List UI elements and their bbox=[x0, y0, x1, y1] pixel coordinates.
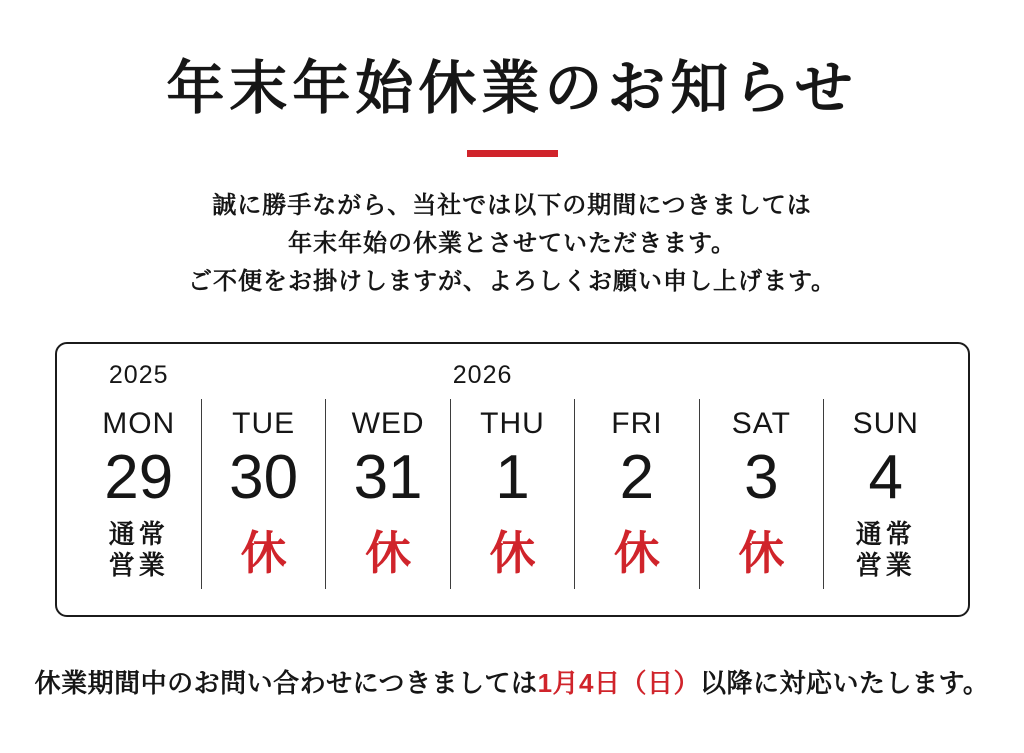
date-number: 30 bbox=[229, 442, 299, 512]
weekday-label: MON bbox=[102, 406, 176, 440]
weekday-label: FRI bbox=[611, 406, 663, 440]
day-column-sun-4 bbox=[823, 399, 947, 589]
status-wrap bbox=[451, 515, 574, 585]
day-column-fri-2 bbox=[574, 399, 698, 589]
status-wrap bbox=[824, 515, 947, 585]
weekday-label: SAT bbox=[731, 406, 791, 440]
weekday-label: THU bbox=[480, 406, 545, 440]
date-number: 2 bbox=[619, 442, 655, 512]
intro-line-3: ご不便をお掛けしますが、よろしくお願い申し上げます。 bbox=[187, 267, 837, 295]
status-label: 休 bbox=[365, 526, 412, 579]
day-column-mon-29 bbox=[77, 399, 201, 589]
status-label: 休 bbox=[738, 526, 785, 579]
date-number: 4 bbox=[868, 442, 904, 512]
status-wrap bbox=[202, 515, 325, 585]
status-label: 休 bbox=[240, 526, 287, 579]
footer-note bbox=[0, 663, 1024, 700]
footer-note-suffix: 以降に対応いたします。 bbox=[699, 667, 990, 698]
date-number: 31 bbox=[353, 442, 423, 512]
day-column-sat-3 bbox=[699, 399, 823, 589]
status-label: 休 bbox=[489, 526, 536, 579]
status-label: 通常営業 bbox=[855, 518, 916, 580]
footer-note-prefix: 休業期間中のお問い合わせにつきましては bbox=[34, 667, 538, 698]
intro-text bbox=[0, 187, 1024, 301]
status-label: 休 bbox=[613, 526, 660, 579]
title-underline-accent bbox=[467, 150, 558, 157]
day-column-thu-1 bbox=[450, 399, 574, 589]
footer-note-highlight: 1月4日（日） bbox=[537, 667, 700, 698]
intro-line-1: 誠に勝手ながら、当社では以下の期間につきましては bbox=[212, 191, 812, 219]
holiday-calendar bbox=[55, 342, 970, 617]
calendar-year-row bbox=[77, 361, 948, 389]
year-label-2026: 2026 bbox=[452, 360, 513, 389]
date-number: 1 bbox=[495, 442, 530, 512]
weekday-label: TUE bbox=[232, 406, 296, 440]
weekday-label: WED bbox=[351, 406, 425, 440]
intro-line-2: 年末年始の休業とさせていただきます。 bbox=[287, 229, 737, 257]
date-number: 3 bbox=[744, 442, 779, 512]
status-wrap bbox=[575, 515, 698, 585]
day-column-wed-31 bbox=[325, 399, 449, 589]
day-column-tue-30 bbox=[201, 399, 325, 589]
date-number: 29 bbox=[104, 442, 174, 512]
calendar-day-grid bbox=[77, 399, 948, 589]
status-wrap bbox=[77, 515, 201, 585]
year-label-2025: 2025 bbox=[108, 360, 169, 389]
status-wrap bbox=[700, 515, 823, 585]
status-label: 通常営業 bbox=[108, 518, 169, 580]
weekday-label: SUN bbox=[852, 406, 919, 440]
page-title: 年末年始休業のお知らせ bbox=[166, 56, 858, 121]
status-wrap bbox=[326, 515, 449, 585]
